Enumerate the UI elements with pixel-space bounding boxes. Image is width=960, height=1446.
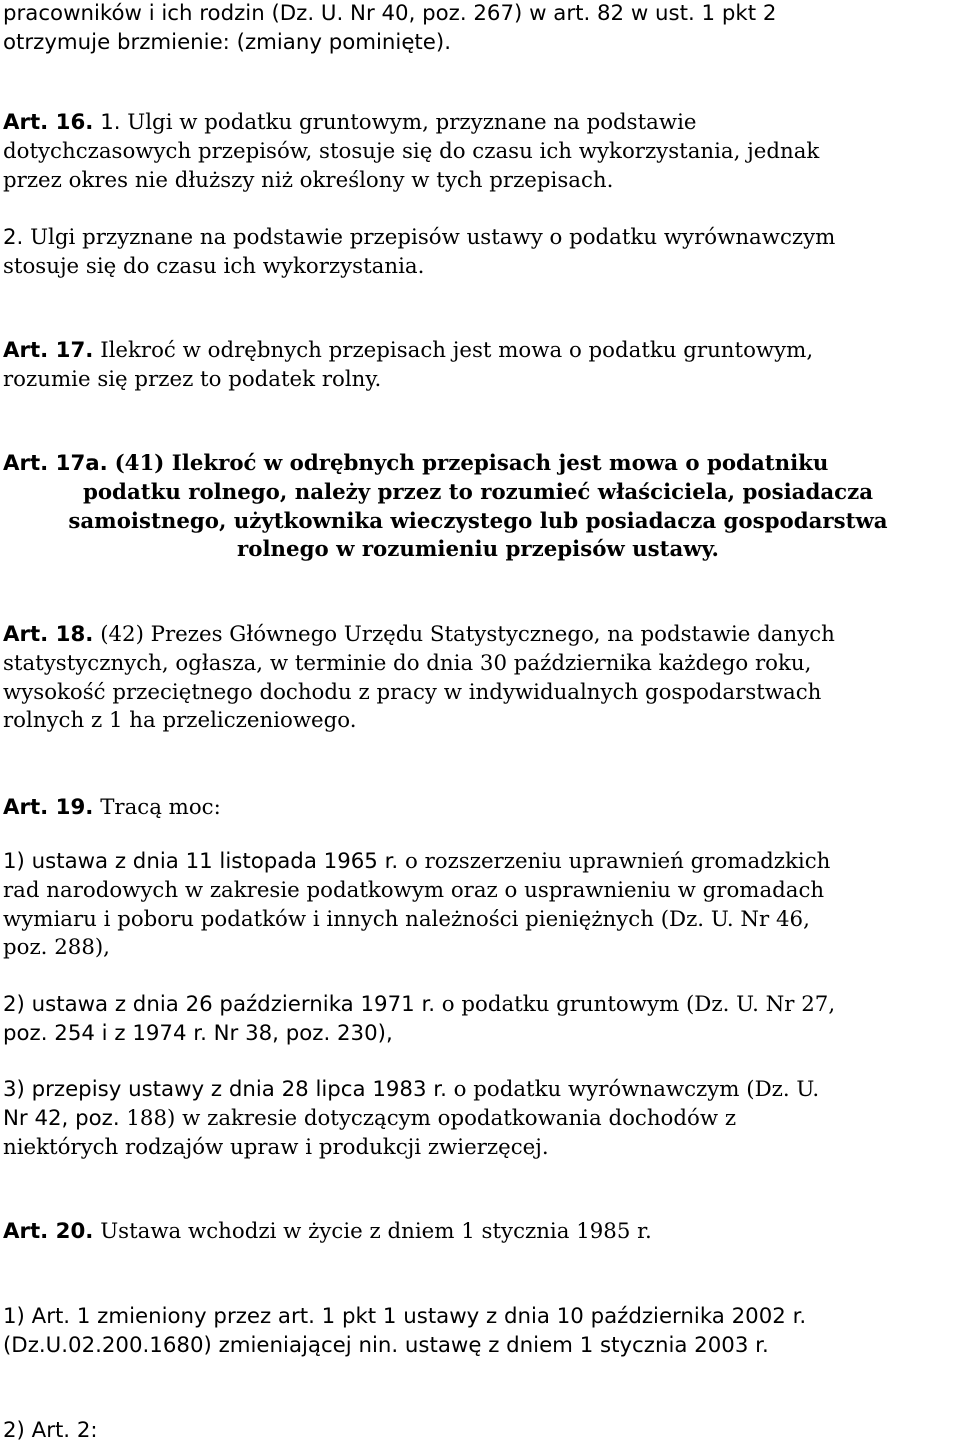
article-label: Art. 20. — [3, 1219, 94, 1244]
article-text: rozumie się przez to podatek rolny. — [3, 366, 382, 392]
article-19-item-2 — [3, 991, 953, 1049]
intro-paragraph — [3, 0, 953, 58]
article-text: przez okres nie dłuższy niż określony w tych przepisach. — [3, 167, 614, 193]
paragraph-number: 1. — [100, 110, 121, 135]
article-text: Ustawa wchodzi w życie z dniem 1 stycznia 1985 r. — [100, 1219, 652, 1244]
article-20 — [3, 1218, 953, 1247]
footnote-2 — [3, 1417, 953, 1446]
list-item-lead: 3) przepisy ustawy z dnia 28 lipca 1983 r. — [3, 1077, 447, 1102]
article-text: stosuje się do czasu ich wykorzystania. — [3, 253, 425, 279]
article-text: 188) w zakresie dotyczącym opodatkowania dochodów z — [126, 1105, 737, 1131]
intro-line: otrzymuje brzmienie: (zmiany pominięte). — [3, 29, 451, 55]
article-text: Ilekroć w odrębnych przepisach jest mowa o podatku gruntowym, — [100, 338, 814, 363]
article-label: Art. 18. — [3, 622, 94, 647]
article-text: rolnych z 1 ha przeliczeniowego. — [3, 708, 357, 734]
article-text: podatku rolnego, należy przez to rozumieć właściciela, posiadacza — [82, 479, 874, 505]
article-text: rad narodowych w zakresie podatkowym oraz o usprawnieniu w gromadach — [3, 877, 825, 903]
article-text: niektórych rodzajów upraw i produkcji zwierzęcej. — [3, 1134, 549, 1160]
article-19 — [3, 794, 953, 823]
article-text: statystycznych, ogłasza, w terminie do dnia 30 października każdego roku, — [3, 650, 812, 676]
article-17 — [3, 337, 953, 395]
list-item-lead: 1) ustawa z dnia 11 listopada 1965 r. — [3, 849, 399, 874]
article-text: Ulgi w podatku gruntowym, przyznane na podstawie — [127, 110, 697, 135]
article-16-paragraph-2 — [3, 224, 953, 282]
article-text: poz. 288), — [3, 935, 110, 961]
list-item-lead: 2) ustawa z dnia 26 października 1971 r. — [3, 992, 436, 1017]
article-19-item-3 — [3, 1076, 953, 1162]
article-18 — [3, 621, 953, 736]
article-label: Art. 17. — [3, 338, 94, 363]
article-text: o podatku gruntowym (Dz. U. Nr 27, — [441, 992, 836, 1017]
article-17a — [3, 450, 953, 565]
paragraph-number: 2. — [3, 225, 24, 250]
article-text: samoistnego, użytkownika wieczystego lub posiadacza gospodarstwa — [68, 508, 888, 534]
article-text: wymiaru i poboru podatków i innych należności pieniężnych (Dz. U. Nr 46, — [3, 906, 810, 932]
article-text: (41) Ilekroć w odrębnych przepisach jest mowa o podatniku — [114, 451, 829, 476]
article-text: rolnego w rozumieniu przepisów ustawy. — [237, 537, 719, 563]
article-text: Nr 42, poz. — [3, 1105, 120, 1131]
article-text: dotychczasowych przepisów, stosuje się do czasu ich wykorzystania, jednak — [3, 138, 820, 164]
article-text: o rozszerzeniu uprawnień gromadzkich — [404, 849, 831, 874]
footnote-text: 2) Art. 2: — [3, 1418, 98, 1443]
article-label: Art. 17a. — [3, 451, 108, 476]
article-text: Tracą moc: — [100, 795, 221, 820]
article-text: o podatku wyrównawczym (Dz. U. — [453, 1077, 820, 1102]
article-16 — [3, 109, 953, 195]
footnote-text: 1) Art. 1 zmieniony przez art. 1 pkt 1 ustawy z dnia 10 października 2002 r. — [3, 1304, 807, 1329]
article-label: Art. 19. — [3, 795, 94, 820]
footnote-text: (Dz.U.02.200.1680) zmieniającej nin. ustawę z dniem 1 stycznia 2003 r. — [3, 1332, 769, 1358]
article-label: Art. 16. — [3, 110, 94, 135]
article-text: poz. 254 i z 1974 r. Nr 38, poz. 230), — [3, 1020, 393, 1046]
intro-line: pracowników i ich rodzin (Dz. U. Nr 40, poz. 267) w art. 82 w ust. 1 pkt 2 — [3, 1, 777, 26]
article-19-item-1 — [3, 848, 953, 963]
article-text: wysokość przeciętnego dochodu z pracy w indywidualnych gospodarstwach — [3, 679, 822, 705]
footnote-1 — [3, 1303, 953, 1361]
article-text: Ulgi przyznane na podstawie przepisów ustawy o podatku wyrównawczym — [30, 225, 836, 250]
article-text: (42) Prezes Głównego Urzędu Statystycznego, na podstawie danych — [100, 622, 835, 647]
